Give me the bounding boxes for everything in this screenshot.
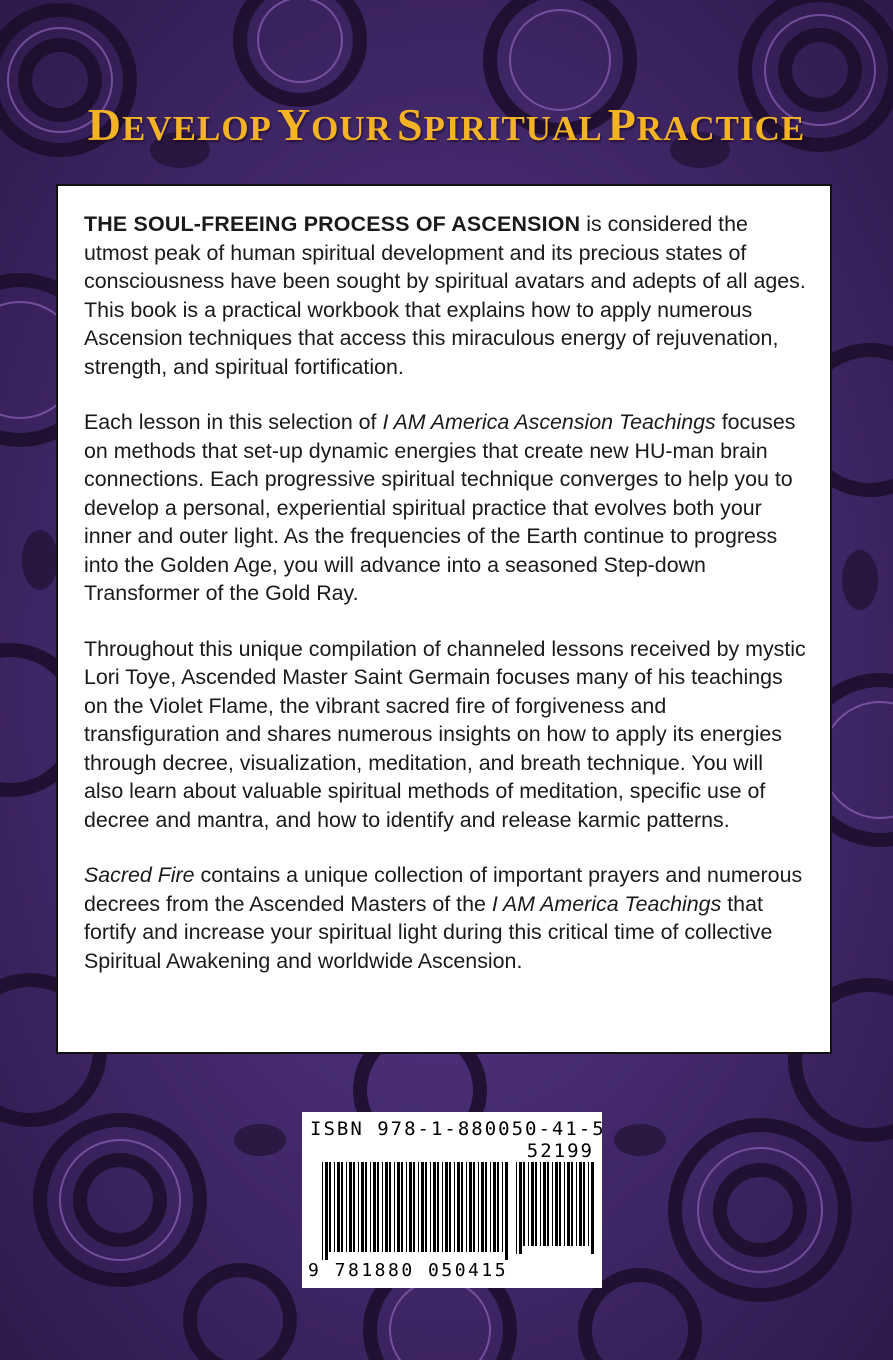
title-cap-4: P <box>607 99 637 150</box>
paragraph-1-text: is considered the utmost peak of human spiritual development and its precious states of consciousness have been sought by spiritual avatars and adepts of all ages. This book is a practical workbook that explains how to apply numerous Ascension techniques that access this miraculous energy of rejuvenation, strength, and spiritual fortification. <box>84 212 806 379</box>
ean-barcode-bars <box>322 1162 508 1262</box>
paragraph-4-book-title: Sacred Fire <box>84 863 195 887</box>
title-cap-2: Y <box>276 99 312 150</box>
paragraph-2-text-b: focuses on methods that set-up dynamic energies that create new HU-man brain connections. Each progressive spiritual technique converges to help you to develop a personal, experiential spiritual practice that evolves both your inner and outer light. As the frequencies of the Earth continue to progress into the Golden Age, you will advance into a seasoned Step-down Transformer of the Gold Ray. <box>84 410 796 605</box>
paragraph-2-text-a: Each lesson in this selection of <box>84 410 383 434</box>
price-code: 52199 <box>526 1140 594 1162</box>
paragraph-3: Throughout this unique compilation of channeled lessons received by mystic Lori Toye, Ascended Master Saint Germain focuses many of his teachings on the Violet Flame, the vibrant sacred fire of forgiveness and transfiguration and shares numerous insights on how to apply its energies through decree, visualization, meditation, and breath technique. You will also learn about valuable spiritual methods of meditation, specific use of decree and mantra, and how to identify and release karmic patterns. <box>84 636 806 832</box>
title-rest-1: EVELOP <box>122 109 272 148</box>
ean-digits: 9 781880 050415 <box>308 1260 509 1281</box>
paragraph-1 <box>84 210 806 381</box>
title-rest-3: PIRITUAL <box>423 109 603 148</box>
page-title <box>0 98 893 151</box>
isbn-barcode <box>302 1112 606 1288</box>
title-rest-4: RACTICE <box>636 109 806 148</box>
paragraph-4-text-a: contains a unique collection of important prayers and numerous decrees from the Ascended Masters of the <box>84 863 803 916</box>
title-rest-2: OUR <box>311 109 392 148</box>
paragraph-4-series-title: I AM America Teachings <box>491 891 722 916</box>
isbn-number: ISBN 978-1-880050-41-5 <box>310 1118 606 1140</box>
paragraph-2 <box>84 408 806 608</box>
paragraph-4 <box>84 861 806 975</box>
title-cap-1: D <box>87 99 123 150</box>
paragraph-2-series-title: I AM America Ascension Teachings <box>382 410 716 434</box>
description-panel <box>56 184 832 1054</box>
title-cap-3: S <box>396 99 424 150</box>
paragraph-4-text-b: that fortify and increase your spiritual light during this critical time of collective Spiritual Awakening and worldwide Ascension. <box>84 891 773 973</box>
paragraph-1-lead: THE SOUL-FREEING PROCESS OF ASCENSION <box>84 212 581 236</box>
price-barcode-bars <box>516 1162 594 1262</box>
